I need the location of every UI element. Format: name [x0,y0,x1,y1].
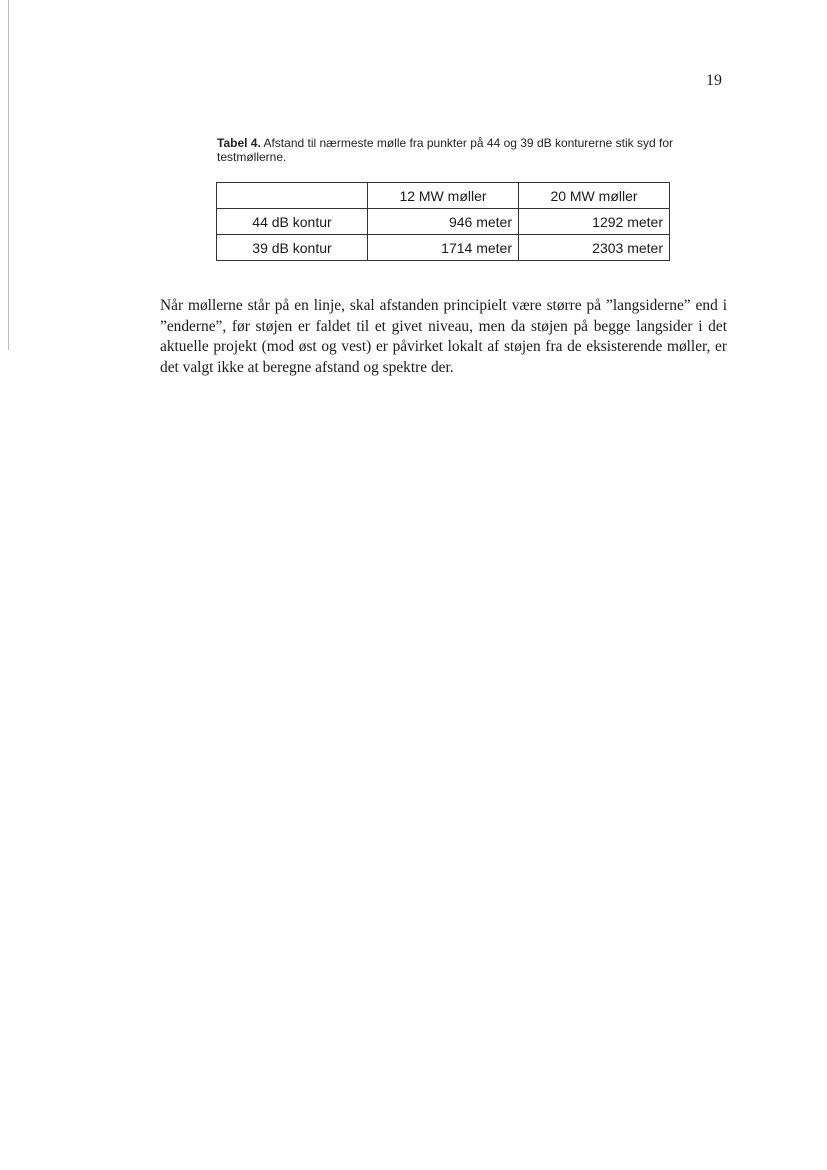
table-row [217,235,670,261]
table-row [217,209,670,235]
page-number: 19 [706,72,722,89]
table-header-row [217,183,670,209]
body-paragraph: Når møllerne står på en linje, skal afstanden principielt være større på ”langsiderne” end i ”enderne”, før støjen er faldet til et givet niveau, men da støjen på begge langsider i det aktuelle projekt (mod øst og vest) er påvirket lokalt af støjen fra de eksisterende møller, er det valgt ikke at beregne afstand og spektre der. [160,297,727,376]
table-caption-text: Afstand til nærmeste mølle fra punkter på 44 og 39 dB konturerne stik syd for testmøllerne. [217,136,673,164]
table-header-empty [217,183,368,209]
table-cell: 1292 meter [519,209,670,235]
distance-table [216,182,670,261]
table-caption-label: Tabel 4. [217,136,261,150]
table-header-12mw: 12 MW møller [368,183,519,209]
scan-edge-line [8,0,9,350]
table-cell: 2303 meter [519,235,670,261]
table-cell: 946 meter [368,209,519,235]
table-cell: 1714 meter [368,235,519,261]
table-row-label: 44 dB kontur [217,209,368,235]
table-caption [217,136,687,164]
table-row-label: 39 dB kontur [217,235,368,261]
table-header-20mw: 20 MW møller [519,183,670,209]
